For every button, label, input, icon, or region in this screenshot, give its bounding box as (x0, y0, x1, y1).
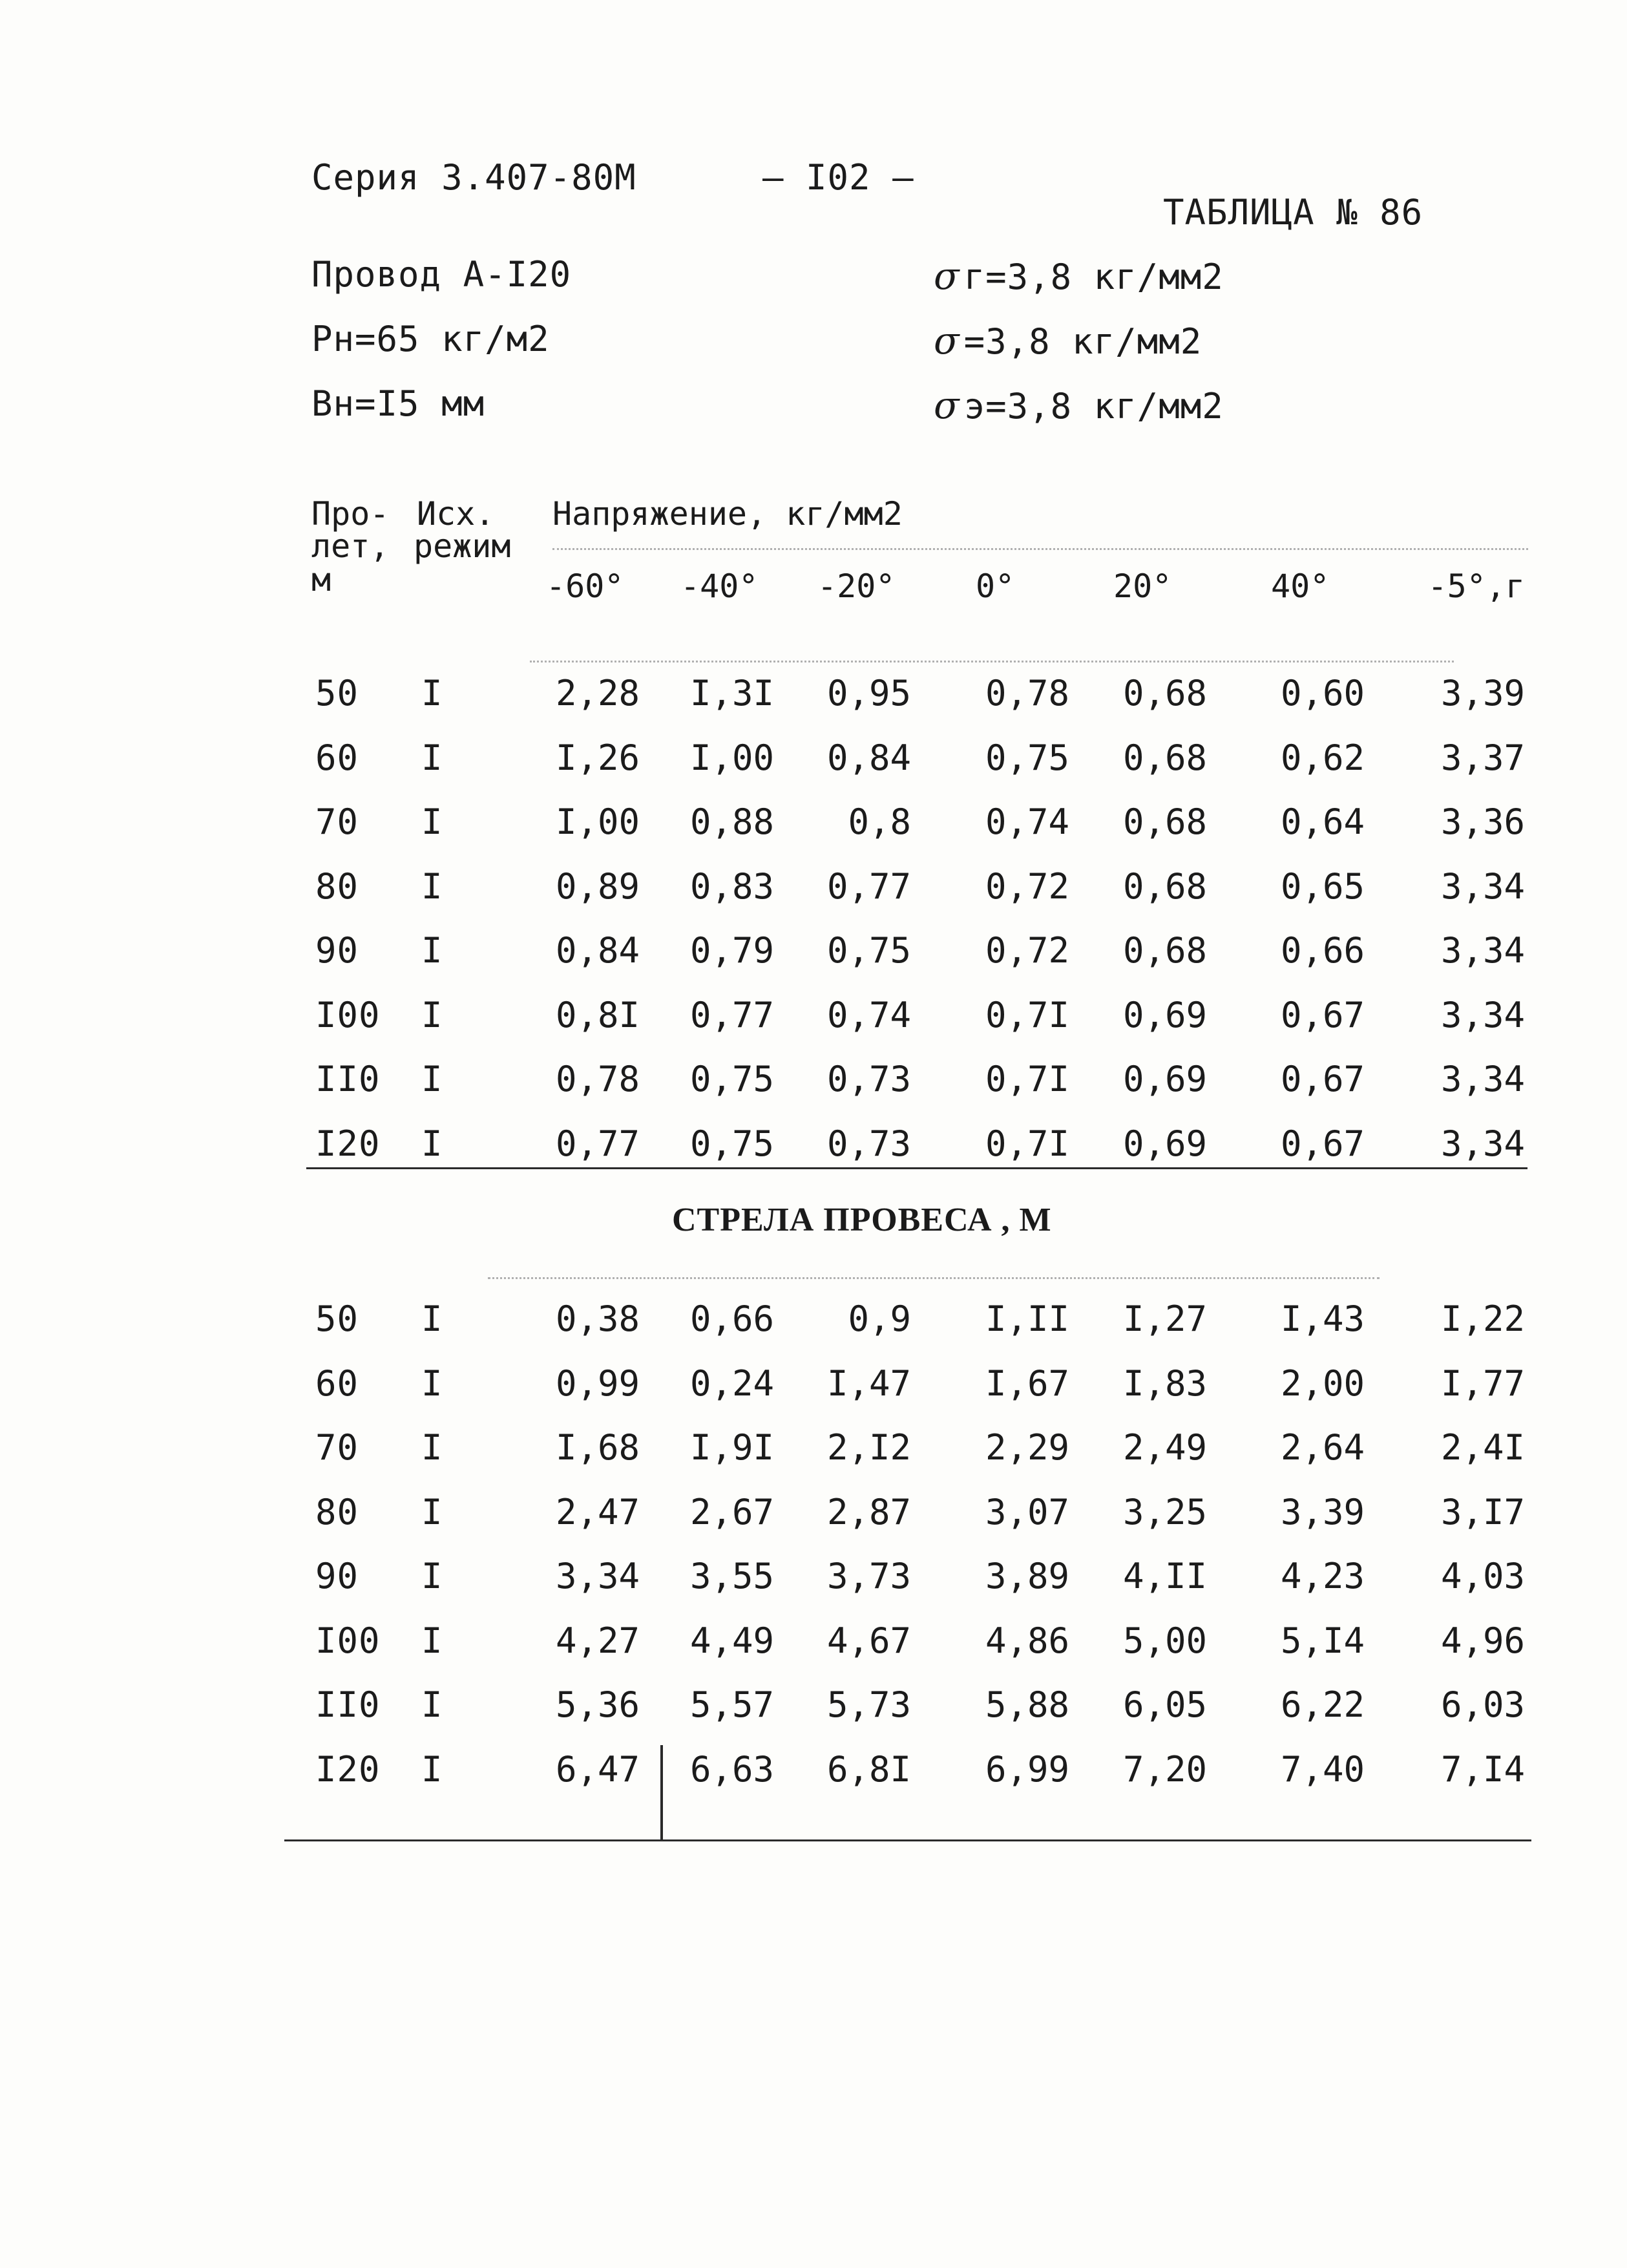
value-cell: 0,68 (1122, 673, 1207, 714)
col-mode-header-2: режим (414, 527, 511, 565)
span-cell: 80 (315, 1491, 359, 1532)
mode-cell: I (421, 1427, 443, 1468)
mode-cell: I (421, 801, 443, 842)
value-cell: 0,68 (1122, 865, 1207, 907)
value-cell: 3,73 (826, 1556, 911, 1596)
value-cell: 0,73 (826, 1123, 911, 1164)
value-cell: 0,69 (1122, 1123, 1207, 1164)
span-cell: I00 (315, 994, 381, 1035)
value-cell: I,27 (1122, 1298, 1207, 1339)
temp-header: 20° (1113, 567, 1172, 605)
value-cell: 0,77 (826, 865, 911, 907)
value-cell: 3,37 (1440, 737, 1525, 778)
value-cell: I,77 (1440, 1362, 1525, 1404)
value-cell: 3,34 (1440, 1123, 1525, 1164)
value-cell: 0,68 (1122, 737, 1207, 778)
mode-cell: I (421, 1491, 443, 1532)
col-mode-header-1: Исх. (417, 495, 495, 533)
value-cell: 0,68 (1122, 801, 1207, 842)
value-cell: 7,40 (1280, 1748, 1365, 1790)
temp-header: -40° (680, 567, 759, 605)
value-cell: 4,96 (1440, 1620, 1525, 1661)
value-cell: 0,62 (1280, 737, 1365, 778)
temp-header: -60° (546, 567, 624, 605)
wire-type: Провод А-I20 (311, 254, 572, 295)
value-cell: 5,I4 (1280, 1620, 1365, 1661)
value-cell: 2,47 (555, 1491, 640, 1532)
value-cell: 0,88 (689, 801, 774, 842)
value-cell: 2,28 (555, 673, 640, 714)
value-cell: 0,75 (689, 1059, 774, 1099)
col-span-header-1: Про- (311, 495, 390, 533)
value-cell: 0,78 (555, 1059, 640, 1099)
value-cell: 0,95 (826, 673, 911, 714)
col-span-header-2: лет, (311, 527, 390, 565)
sag-title-divider (488, 1277, 1380, 1279)
value-cell: 0,72 (985, 930, 1069, 971)
span-cell: 90 (315, 1556, 359, 1596)
value-cell: 0,74 (985, 801, 1069, 842)
value-cell: 4,27 (555, 1620, 640, 1661)
value-cell: I,43 (1280, 1298, 1365, 1339)
value-cell: 0,73 (826, 1059, 911, 1099)
value-cell: 0,77 (555, 1123, 640, 1164)
value-cell: 0,66 (689, 1298, 774, 1339)
value-cell: I,9I (689, 1427, 774, 1468)
value-cell: 2,29 (985, 1427, 1069, 1468)
value-cell: 7,I4 (1440, 1748, 1525, 1790)
value-cell: 0,8I (555, 994, 640, 1035)
sigma-e-value: σ э=3,8 кг/мм2 (934, 383, 1224, 427)
span-cell: II0 (315, 1684, 381, 1725)
value-cell: 3,89 (985, 1556, 1069, 1596)
value-cell: I,67 (985, 1362, 1069, 1404)
mode-cell: I (421, 1620, 443, 1661)
span-cell: I20 (315, 1748, 381, 1790)
value-cell: 0,84 (555, 930, 640, 971)
value-cell: 6,05 (1122, 1684, 1207, 1725)
span-cell: 60 (315, 737, 359, 778)
page-number: – I02 – (762, 157, 914, 198)
sag-title: СТРЕЛА ПРОВЕСА , М (672, 1202, 1052, 1238)
ice-thickness-param: Вн=I5 мм (311, 383, 485, 424)
value-cell: 2,4I (1440, 1427, 1525, 1468)
value-cell: I,00 (689, 737, 774, 778)
value-cell: 6,8I (826, 1748, 911, 1790)
mode-cell: I (421, 737, 443, 778)
sigma-symbol: σ (934, 383, 960, 427)
value-cell: 0,67 (1280, 1123, 1365, 1164)
value-cell: I,68 (555, 1427, 640, 1468)
temp-header: -5°,г (1427, 567, 1525, 605)
value-cell: 0,75 (985, 737, 1069, 778)
vertical-rule (660, 1745, 663, 1841)
span-cell: I20 (315, 1123, 381, 1164)
pressure-param: Рн=65 кг/м2 (311, 319, 550, 359)
value-cell: 0,7I (985, 1059, 1069, 1099)
sigma-symbol: σ (934, 319, 960, 363)
header-divider (552, 548, 1528, 550)
mode-cell: I (421, 994, 443, 1035)
value-cell: 2,64 (1280, 1427, 1365, 1468)
mode-cell: I (421, 1298, 443, 1339)
value-cell: 3,34 (1440, 930, 1525, 971)
value-cell: 0,9 (848, 1298, 911, 1339)
value-cell: 0,75 (826, 930, 911, 971)
span-cell: 70 (315, 801, 359, 842)
table-number: ТАБЛИЦА № 86 (1163, 192, 1423, 233)
value-cell: 5,57 (689, 1684, 774, 1725)
value-cell: 0,64 (1280, 801, 1365, 842)
value-cell: 4,II (1122, 1556, 1207, 1596)
span-cell: 50 (315, 673, 359, 714)
value-cell: 0,75 (689, 1123, 774, 1164)
value-cell: 3,34 (1440, 865, 1525, 907)
value-cell: 3,07 (985, 1491, 1069, 1532)
value-cell: 6,22 (1280, 1684, 1365, 1725)
value-cell: 7,20 (1122, 1748, 1207, 1790)
span-cell: 60 (315, 1362, 359, 1404)
value-cell: 3,36 (1440, 801, 1525, 842)
bottom-rule (284, 1839, 1531, 1841)
value-cell: 0,67 (1280, 994, 1365, 1035)
value-cell: 0,69 (1122, 994, 1207, 1035)
value-cell: 0,24 (689, 1362, 774, 1404)
col-span-header-3: м (311, 561, 331, 599)
value-cell: I,II (985, 1298, 1069, 1339)
value-cell: I,47 (826, 1362, 911, 1404)
value-cell: 3,25 (1122, 1491, 1207, 1532)
sigma-symbol: σ (934, 254, 960, 298)
value-cell: 5,00 (1122, 1620, 1207, 1661)
value-cell: 0,77 (689, 994, 774, 1035)
span-cell: 50 (315, 1298, 359, 1339)
mode-cell: I (421, 673, 443, 714)
value-cell: I,83 (1122, 1362, 1207, 1404)
sigma-g-value: σ г=3,8 кг/мм2 (934, 254, 1224, 298)
mode-cell: I (421, 1556, 443, 1596)
value-cell: 5,88 (985, 1684, 1069, 1725)
stress-header: Напряжение, кг/мм2 (552, 495, 903, 533)
value-cell: 3,34 (555, 1556, 640, 1596)
value-cell: 4,67 (826, 1620, 911, 1661)
mode-cell: I (421, 1362, 443, 1404)
span-cell: I00 (315, 1620, 381, 1661)
value-cell: 0,72 (985, 865, 1069, 907)
temp-header: 0° (976, 567, 1015, 605)
value-cell: I,00 (555, 801, 640, 842)
span-cell: II0 (315, 1059, 381, 1099)
value-cell: 3,34 (1440, 1059, 1525, 1099)
value-cell: I,22 (1440, 1298, 1525, 1339)
value-cell: 6,99 (985, 1748, 1069, 1790)
value-cell: 3,39 (1440, 673, 1525, 714)
value-cell: 2,67 (689, 1491, 774, 1532)
value-cell: 4,49 (689, 1620, 774, 1661)
stress-bottom-rule (306, 1167, 1527, 1169)
mode-cell: I (421, 930, 443, 971)
value-cell: 6,63 (689, 1748, 774, 1790)
value-cell: 0,99 (555, 1362, 640, 1404)
value-cell: 6,03 (1440, 1684, 1525, 1725)
value-cell: 3,34 (1440, 994, 1525, 1035)
mode-cell: I (421, 865, 443, 907)
span-cell: 80 (315, 865, 359, 907)
value-cell: 0,69 (1122, 1059, 1207, 1099)
value-cell: I,3I (689, 673, 774, 714)
mode-cell: I (421, 1684, 443, 1725)
value-cell: 0,65 (1280, 865, 1365, 907)
value-cell: 0,78 (985, 673, 1069, 714)
header-bottom-divider (530, 661, 1454, 662)
value-cell: 0,83 (689, 865, 774, 907)
value-cell: 0,68 (1122, 930, 1207, 971)
value-cell: 2,87 (826, 1491, 911, 1532)
value-cell: 0,60 (1280, 673, 1365, 714)
mode-cell: I (421, 1123, 443, 1164)
sigma-minus-value: σ =3,8 кг/мм2 (934, 319, 1202, 363)
value-cell: 0,84 (826, 737, 911, 778)
value-cell: 5,73 (826, 1684, 911, 1725)
value-cell: 0,79 (689, 930, 774, 971)
value-cell: 3,55 (689, 1556, 774, 1596)
value-cell: 4,03 (1440, 1556, 1525, 1596)
temp-header: 40° (1271, 567, 1330, 605)
value-cell: 0,66 (1280, 930, 1365, 971)
mode-cell: I (421, 1059, 443, 1099)
value-cell: 4,23 (1280, 1556, 1365, 1596)
value-cell: 0,74 (826, 994, 911, 1035)
span-cell: 90 (315, 930, 359, 971)
value-cell: 0,7I (985, 994, 1069, 1035)
value-cell: 2,I2 (826, 1427, 911, 1468)
value-cell: 0,8 (848, 801, 911, 842)
value-cell: 4,86 (985, 1620, 1069, 1661)
span-cell: 70 (315, 1427, 359, 1468)
value-cell: 3,I7 (1440, 1491, 1525, 1532)
value-cell: 2,49 (1122, 1427, 1207, 1468)
value-cell: 2,00 (1280, 1362, 1365, 1404)
value-cell: I,26 (555, 737, 640, 778)
mode-cell: I (421, 1748, 443, 1790)
value-cell: 0,7I (985, 1123, 1069, 1164)
value-cell: 6,47 (555, 1748, 640, 1790)
temp-header: -20° (817, 567, 896, 605)
series-label: Серия 3.407-80М (311, 157, 636, 198)
value-cell: 5,36 (555, 1684, 640, 1725)
value-cell: 0,89 (555, 865, 640, 907)
value-cell: 0,67 (1280, 1059, 1365, 1099)
value-cell: 3,39 (1280, 1491, 1365, 1532)
value-cell: 0,38 (555, 1298, 640, 1339)
